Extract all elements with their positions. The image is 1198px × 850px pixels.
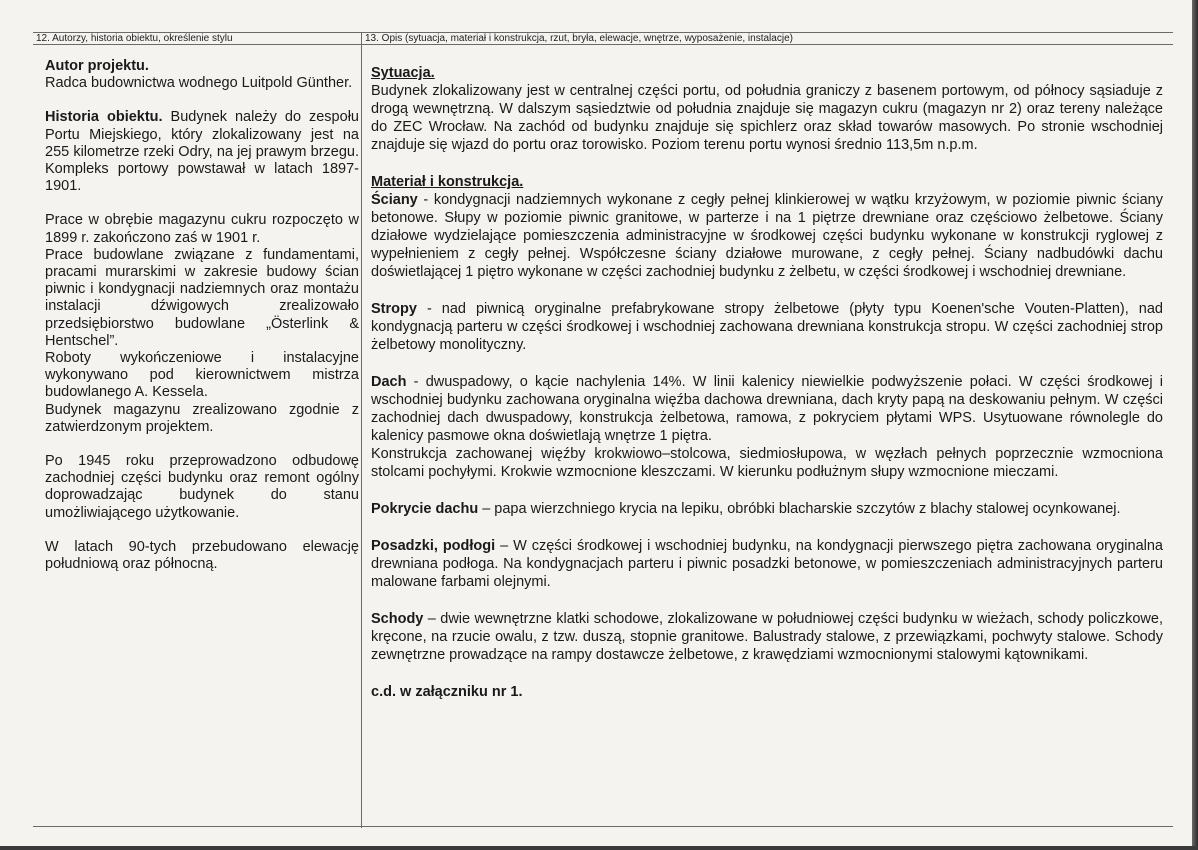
bottom-rule [33,826,1173,827]
walls-paragraph [371,191,1163,281]
left-column [45,58,359,573]
material-title: Materiał i konstrukcja. [371,174,524,190]
ceilings-paragraph [371,300,1163,354]
author-text: Radca budownictwa wodnego Luitpold Günther. [45,75,353,92]
right-column [371,64,1163,701]
roof-paragraph [371,373,1163,445]
postwar-paragraph: Po 1945 roku przeprowadzono odbudowę zachodniej części budynku oraz remont ogólny doprowadzając budynek do stanu umożliwiającego użytkowanie. [45,453,359,521]
finishing-paragraph: Roboty wykończeniowe i instalacyjne wykonywano pod kierownictwem mistrza budowlanego A. Kessela. [45,350,359,401]
column-divider [361,32,362,828]
nineties-paragraph: W latach 90-tych przebudowano elewację południową oraz północną. [45,538,359,573]
document-sheet [33,30,1173,840]
roofing-text: – papa wierzchniego krycia na lepiku, obróbki blacharskie szczytów z blachy stalowej ocynkowanej. [478,501,1121,517]
continued-note: c.d. w załączniku nr 1. [371,684,523,700]
header-section-13: 13. Opis (sytuacja, materiał i konstrukcja, rzut, bryła, elewacje, wnętrze, wyposażenie, instalacje) [365,33,793,44]
roof-text: - dwuspadowy, o kącie nachylenia 14%. W linii kalenicy niewielkie podwyższenie połaci. W części środkowej i wschodniej budynku zachowana oryginalna więźba dachowa drewniana, dach kryty papą na deskowaniu pełnym. W części zachodniej dach dwuspadowy, konstrukcja żelbetowa, ramowa, z pokryciem płytami WPS. Usytuowane równolegle do kalenicy pasmowe okna doświetlają wnętrze 1 piętra. [371,374,1163,444]
walls-text: - kondygnacji nadziemnych wykonane z cegły pełnej klinkierowej w wątku krzyżowym, w poziomie piwnic ściany betonowe. Słupy w poziomie piwnic granitowe, w parterze i na 1 piętrze drewniane oraz częściowo żelbetowe. Ściany działowe wydzielające pomieszczenia administracyjne w środkowej części budynku wykonane w konstrukcji ryglowej z wypełnieniem z cegły pełnej. Współczesne ściany działowe murowane, z cegły pełnej. Ściany nadbudówki dachu doświetlającej 1 piętro wykonane w części zachodniej budynku z żelbetu, w części środkowej i wschodniej drewniane. [371,192,1163,280]
scan-edge-bottom [0,846,1198,850]
history-paragraph [45,109,359,195]
floors-paragraph [371,537,1163,591]
stairs-text: – dwie wewnętrzne klatki schodowe, zlokalizowane w południowej części budynku w wieżach, schody policzkowe, kręcone, na rzucie owalu, z tzw. duszą, stopnie granitowe. Balustrady stalowe, z przewiązkami, pochwyty stalowe. Schody zewnętrzne prowadzące na rampy dostawcze żelbetowe, z krawędziami wzmocnionymi stalowymi kątownikami. [371,611,1163,663]
situation-text: Budynek zlokalizowany jest w centralnej części portu, od południa graniczy z basenem portowym, od północy sąsiaduje z drogą wewnętrzną. W dalszym sąsiedztwie od południa znajduje się magazyn cukru (magazyn nr 2) oraz tereny należące do ZEC Wrocław. Na zachód od budynku znajduje się spichlerz oraz skład towarów masowych. Po stronie wschodniej znajduje się wjazd do portu oraz torowisko. Poziom terenu portu wynosi średnio 113,5m n.p.m. [371,83,1163,153]
roofing-paragraph [371,500,1163,518]
stairs-title: Schody [371,611,424,627]
scan-edge-right [1192,0,1198,850]
situation-title: Sytuacja. [371,65,435,81]
header-section-12: 12. Autorzy, historia obiektu, określenie stylu [36,33,233,44]
history-title: Historia obiektu. [45,109,163,126]
floors-title: Posadzki, podłogi [371,538,496,554]
ceilings-text: - nad piwnicą oryginalne prefabrykowane stropy żelbetowe (płyty typu Koenen'sche Vouten-Platten), nad kondygnacją parteru w części środkowej i wschodniej zachowana drewniana konstrukcja stropu. W części zachodniej strop żelbetowy monolityczny. [371,301,1163,353]
walls-title: Ściany [371,192,418,208]
stairs-paragraph [371,610,1163,664]
floors-text: – W części środkowej i wschodniej budynku, na kondygnacji pierwszego piętra zachowana oryginalna drewniana podłoga. Na kondygnacjach parteru i piwnic posadzki betonowe, w pomieszczeniach administracyjnych parteru malowane farbami olejnymi. [371,538,1163,590]
ceilings-title: Stropy [371,301,417,317]
works-start-paragraph: Prace w obrębie magazynu cukru rozpoczęto w 1899 r. zakończono zaś w 1901 r. [45,212,359,246]
author-title: Autor projektu. [45,58,149,74]
roof-structure-paragraph: Konstrukcja zachowanej więźby krokwiowo–stolcowa, siedmiosłupowa, w węzłach pełnych poprzecznie wzmocniona stolcami pochyłymi. Krokwie wzmocnione kleszczami. W kierunku podłużnym słupy wzmocnione mieczami. [371,446,1163,480]
roofing-title: Pokrycie dachu [371,501,479,517]
roof-title: Dach [371,374,407,390]
history-text: Budynek należy do zespołu Portu Miejskiego, który zlokalizowany jest na 255 kilometrze rzeki Odry, na jej prawym brzegu. Kompleks portowy powstawał w latach 1897-1901. [45,109,359,195]
project-paragraph: Budynek magazynu zrealizowano zgodnie z zatwierdzonym projektem. [45,401,359,435]
header-bottom-rule [33,44,1173,45]
works-firm-paragraph: Prace budowlane związane z fundamentami, pracami murarskimi w zakresie budowy ścian piwnic i kondygnacji nadziemnych oraz montażu instalacji dźwigowych zrealizowało przedsiębiorstwo budowlane „Österlink & Hentschel”. [45,246,359,349]
